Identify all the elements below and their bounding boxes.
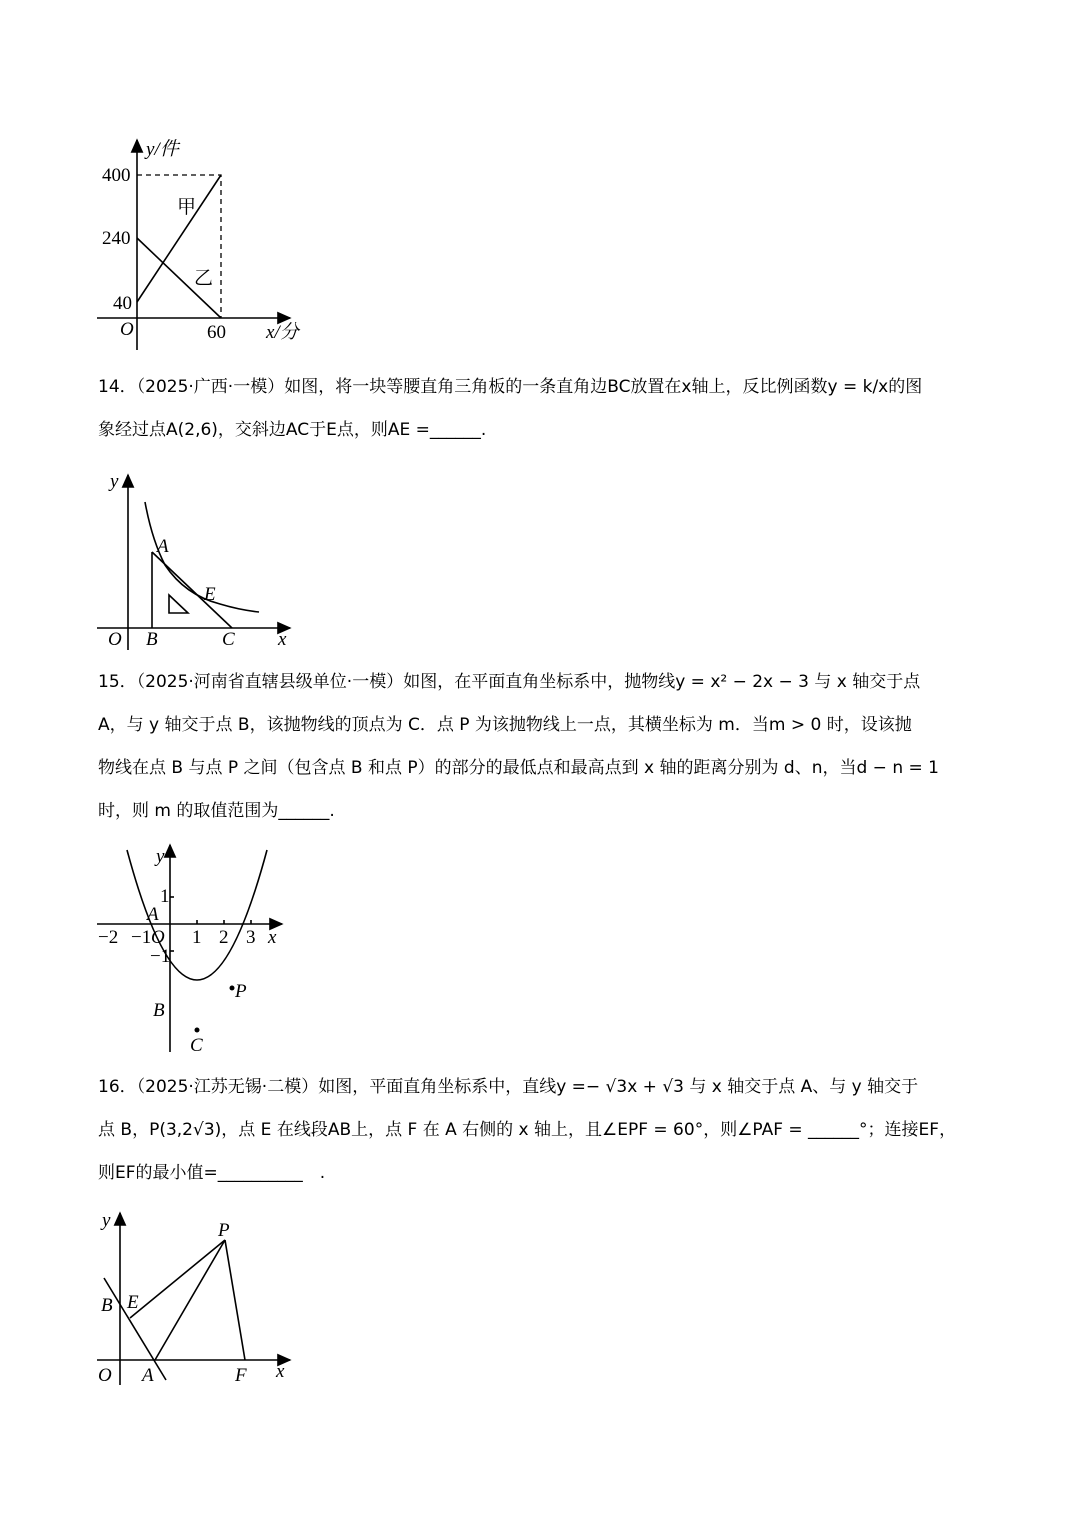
point-P — [230, 986, 235, 991]
origin-label: O — [151, 927, 165, 948]
point-E-label: E — [204, 584, 216, 605]
y-label: y — [110, 471, 119, 492]
y-axis-label: y/件 — [146, 139, 179, 160]
hyperbola — [145, 502, 259, 612]
point-F-label: F — [235, 1365, 247, 1386]
hypotenuse-AC — [152, 552, 232, 628]
point-A-label: A — [147, 904, 159, 925]
tick-40: 40 — [113, 293, 132, 314]
point-C-label: C — [190, 1035, 203, 1056]
y-label: y — [156, 846, 165, 867]
figure-16-graph — [97, 1213, 290, 1385]
tick-y-1: 1 — [160, 886, 170, 907]
question-16-line-1: 16．（2025·江苏无锡·二模）如图，平面直角坐标系中，直线y =− √3x + √3 与 x 轴交于点 A、与 y 轴交于 — [98, 1077, 919, 1097]
point-P-label: P — [218, 1220, 230, 1241]
question-16-line-3: 则EF的最小值=__________ . — [98, 1163, 326, 1183]
origin-label: O — [120, 319, 134, 340]
question-14-line-2: 象经过点A(2,6)，交斜边AC于E点，则AE =______. — [98, 420, 487, 440]
tick-400: 400 — [102, 165, 131, 186]
triangle-hole — [169, 595, 188, 613]
origin-label: O — [98, 1365, 112, 1386]
segment-PF — [225, 1240, 245, 1360]
tick-x-minus2: −2 — [98, 927, 119, 948]
point-A-label: A — [157, 536, 169, 557]
x-label: x — [276, 1361, 285, 1382]
question-15-line-4: 时，则 m 的取值范围为______. — [98, 801, 335, 821]
x-label: x — [268, 927, 277, 948]
question-16 — [98, 1066, 988, 1195]
figure-14-graph — [97, 475, 290, 650]
question-14 — [98, 366, 988, 452]
tick-x-1: 1 — [192, 927, 202, 948]
question-14-line-1: 14．（2025·广西·一模）如图，将一块等腰直角三角板的一条直角边BC放置在x轴上，反比例函数y = k/x的图 — [98, 377, 923, 397]
question-15 — [98, 661, 988, 833]
question-16-line-2: 点 B，P(3,2√3)，点 E 在线段AB上，点 F 在 A 右侧的 x 轴上，且∠EPF = 60°，则∠PAF = ______°；连接EF， — [98, 1120, 957, 1140]
figure-15-graph — [97, 845, 282, 1052]
tick-x-3: 3 — [246, 927, 256, 948]
origin-label: O — [108, 629, 122, 650]
question-15-line-3: 物线在点 B 与点 P 之间（包含点 B 和点 P）的部分的最低点和最高点到 x 轴的距离分别为 d、n，当d − n = 1 — [98, 758, 939, 778]
tick-y-minus1: −1 — [150, 946, 171, 967]
point-B-label: B — [153, 1000, 165, 1021]
x-label: x — [278, 629, 287, 650]
tick-x-minus1: −1 — [131, 927, 152, 948]
segment-EP — [130, 1240, 225, 1318]
question-15-line-2: A，与 y 轴交于点 B，该抛物线的顶点为 C．点 P 为该抛物线上一点，其横坐标为 m．当m > 0 时，设该抛 — [98, 715, 912, 735]
y-label: y — [102, 1210, 111, 1231]
point-A-label: A — [142, 1365, 154, 1386]
x-axis-label: x/分 — [266, 322, 299, 343]
tick-60: 60 — [207, 322, 226, 343]
point-B-label: B — [146, 629, 158, 650]
point-C — [195, 1028, 200, 1033]
point-E-label: E — [127, 1292, 139, 1313]
question-15-line-1: 15．（2025·河南省直辖县级单位·一模）如图，在平面直角坐标系中，抛物线y = x² − 2x − 3 与 x 轴交于点 — [98, 672, 921, 692]
point-P-label: P — [235, 981, 247, 1002]
point-C-label: C — [222, 629, 235, 650]
label-yi: 乙 — [194, 268, 214, 289]
segment-PA — [155, 1240, 225, 1360]
point-B-label: B — [101, 1295, 113, 1316]
label-jia: 甲 — [177, 197, 197, 218]
tick-x-2: 2 — [219, 927, 229, 948]
tick-240: 240 — [102, 228, 131, 249]
